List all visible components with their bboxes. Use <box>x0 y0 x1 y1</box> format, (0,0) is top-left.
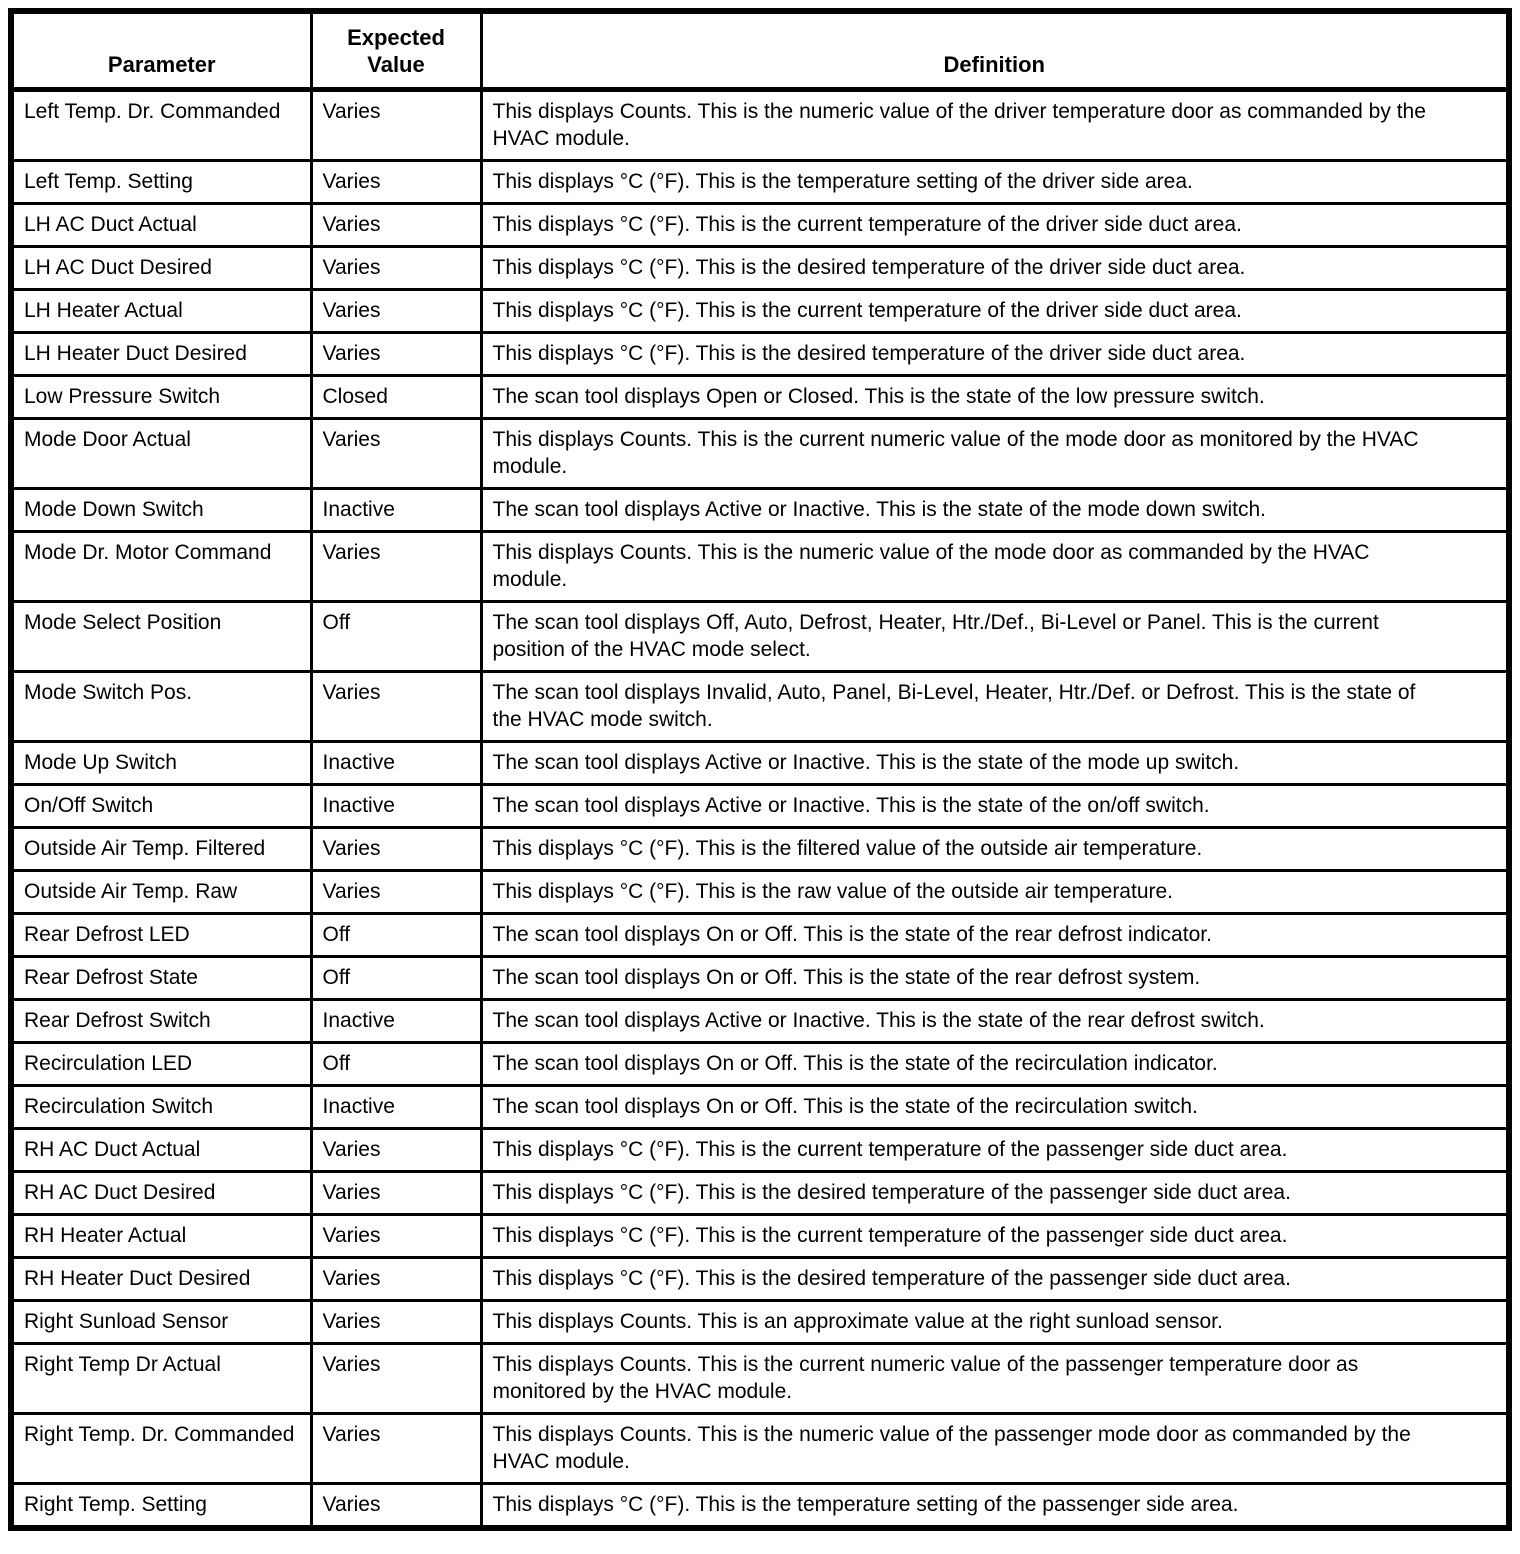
table-row <box>11 914 1509 957</box>
parameter-cell: Rear Defrost Switch <box>11 1000 311 1043</box>
definition-cell: This displays °C (°F). This is the desired temperature of the driver side duct area. <box>481 333 1509 376</box>
table-row <box>11 742 1509 785</box>
parameter-cell: Mode Down Switch <box>11 489 311 532</box>
table-body <box>11 90 1509 1529</box>
definition-cell: This displays °C (°F). This is the current temperature of the driver side duct area. <box>481 290 1509 333</box>
parameter-cell: Outside Air Temp. Raw <box>11 871 311 914</box>
parameter-cell: RH Heater Duct Desired <box>11 1258 311 1301</box>
parameter-cell: LH Heater Duct Desired <box>11 333 311 376</box>
expected-value-cell: Off <box>311 914 481 957</box>
definition-cell: This displays Counts. This is the current numeric value of the mode door as monitored by the HVAC module. <box>481 419 1509 489</box>
expected-value-cell: Varies <box>311 1215 481 1258</box>
expected-value-cell: Varies <box>311 828 481 871</box>
table-row <box>11 1172 1509 1215</box>
expected-value-cell: Inactive <box>311 1086 481 1129</box>
expected-value-cell: Inactive <box>311 785 481 828</box>
expected-value-cell: Inactive <box>311 1000 481 1043</box>
definition-cell: This displays Counts. This is the numeric value of the driver temperature door as commanded by the HVAC module. <box>481 90 1509 161</box>
parameter-cell: Left Temp. Setting <box>11 161 311 204</box>
expected-value-cell: Varies <box>311 290 481 333</box>
table-row <box>11 1414 1509 1484</box>
parameter-cell: Right Temp. Setting <box>11 1484 311 1529</box>
parameter-cell: Outside Air Temp. Filtered <box>11 828 311 871</box>
definition-cell: The scan tool displays On or Off. This is the state of the rear defrost system. <box>481 957 1509 1000</box>
definition-cell: This displays °C (°F). This is the raw value of the outside air temperature. <box>481 871 1509 914</box>
table-row <box>11 828 1509 871</box>
table-row <box>11 1000 1509 1043</box>
definition-cell: The scan tool displays On or Off. This is the state of the recirculation switch. <box>481 1086 1509 1129</box>
expected-value-cell: Varies <box>311 532 481 602</box>
definition-cell: This displays Counts. This is an approximate value at the right sunload sensor. <box>481 1301 1509 1344</box>
expected-value-cell: Off <box>311 957 481 1000</box>
definition-cell: This displays °C (°F). This is the temperature setting of the driver side area. <box>481 161 1509 204</box>
table-row <box>11 602 1509 672</box>
table-row <box>11 957 1509 1000</box>
scan-data-sheet <box>8 8 1512 1531</box>
table-row <box>11 785 1509 828</box>
parameter-cell: Mode Up Switch <box>11 742 311 785</box>
definition-cell: The scan tool displays Active or Inactive. This is the state of the rear defrost switch. <box>481 1000 1509 1043</box>
definition-cell: The scan tool displays On or Off. This is the state of the rear defrost indicator. <box>481 914 1509 957</box>
definition-cell: This displays °C (°F). This is the temperature setting of the passenger side area. <box>481 1484 1509 1529</box>
parameter-cell: Right Temp. Dr. Commanded <box>11 1414 311 1484</box>
table-row <box>11 672 1509 742</box>
expected-value-cell: Varies <box>311 1129 481 1172</box>
expected-value-cell: Varies <box>311 1301 481 1344</box>
expected-value-cell: Closed <box>311 376 481 419</box>
expected-value-cell: Varies <box>311 1414 481 1484</box>
parameter-cell: Rear Defrost LED <box>11 914 311 957</box>
definition-cell: This displays Counts. This is the numeric value of the mode door as commanded by the HVAC module. <box>481 532 1509 602</box>
expected-value-cell: Varies <box>311 247 481 290</box>
table-row <box>11 1344 1509 1414</box>
expected-value-cell: Off <box>311 1043 481 1086</box>
parameter-cell: RH AC Duct Desired <box>11 1172 311 1215</box>
parameter-cell: Mode Switch Pos. <box>11 672 311 742</box>
parameter-cell: Recirculation Switch <box>11 1086 311 1129</box>
expected-value-cell: Varies <box>311 161 481 204</box>
definition-cell: The scan tool displays Invalid, Auto, Panel, Bi-Level, Heater, Htr./Def. or Defrost. This is the state of the HVAC mode switch. <box>481 672 1509 742</box>
column-header-definition: Definition <box>481 11 1509 90</box>
column-header-parameter: Parameter <box>11 11 311 90</box>
table-row <box>11 204 1509 247</box>
expected-value-cell: Varies <box>311 672 481 742</box>
table-row <box>11 1301 1509 1344</box>
definition-cell: The scan tool displays Active or Inactive. This is the state of the mode down switch. <box>481 489 1509 532</box>
parameter-cell: Right Sunload Sensor <box>11 1301 311 1344</box>
expected-value-cell: Inactive <box>311 742 481 785</box>
expected-value-cell: Varies <box>311 204 481 247</box>
expected-value-cell: Varies <box>311 333 481 376</box>
definition-cell: This displays °C (°F). This is the desired temperature of the passenger side duct area. <box>481 1172 1509 1215</box>
definition-cell: This displays Counts. This is the numeric value of the passenger mode door as commanded by the HVAC module. <box>481 1414 1509 1484</box>
column-header-expected-value: Expected Value <box>311 11 481 90</box>
expected-value-cell: Varies <box>311 90 481 161</box>
table-row <box>11 247 1509 290</box>
parameter-cell: LH AC Duct Actual <box>11 204 311 247</box>
definition-cell: This displays °C (°F). This is the current temperature of the driver side duct area. <box>481 204 1509 247</box>
definition-cell: The scan tool displays On or Off. This is the state of the recirculation indicator. <box>481 1043 1509 1086</box>
definition-cell: This displays °C (°F). This is the current temperature of the passenger side duct area. <box>481 1129 1509 1172</box>
parameter-cell: RH AC Duct Actual <box>11 1129 311 1172</box>
definition-cell: This displays °C (°F). This is the current temperature of the passenger side duct area. <box>481 1215 1509 1258</box>
expected-value-cell: Off <box>311 602 481 672</box>
expected-value-cell: Varies <box>311 419 481 489</box>
table-row <box>11 532 1509 602</box>
definition-cell: This displays °C (°F). This is the filtered value of the outside air temperature. <box>481 828 1509 871</box>
parameter-cell: Mode Door Actual <box>11 419 311 489</box>
expected-value-cell: Varies <box>311 1172 481 1215</box>
parameter-cell: On/Off Switch <box>11 785 311 828</box>
definition-cell: This displays °C (°F). This is the desired temperature of the passenger side duct area. <box>481 1258 1509 1301</box>
table-row <box>11 333 1509 376</box>
table-row <box>11 1129 1509 1172</box>
table-row <box>11 161 1509 204</box>
table-row <box>11 1484 1509 1529</box>
table-row <box>11 871 1509 914</box>
header-row <box>11 11 1509 90</box>
parameter-cell: Recirculation LED <box>11 1043 311 1086</box>
definition-cell: The scan tool displays Active or Inactive. This is the state of the mode up switch. <box>481 742 1509 785</box>
expected-value-cell: Inactive <box>311 489 481 532</box>
parameter-cell: LH AC Duct Desired <box>11 247 311 290</box>
table-row <box>11 1043 1509 1086</box>
parameter-cell: Rear Defrost State <box>11 957 311 1000</box>
parameter-cell: Left Temp. Dr. Commanded <box>11 90 311 161</box>
table-row <box>11 489 1509 532</box>
definition-cell: The scan tool displays Off, Auto, Defrost, Heater, Htr./Def., Bi-Level or Panel. This is the current position of the HVAC mode select. <box>481 602 1509 672</box>
table-row <box>11 290 1509 333</box>
table-row <box>11 1215 1509 1258</box>
parameter-cell: Right Temp Dr Actual <box>11 1344 311 1414</box>
parameter-cell: Mode Select Position <box>11 602 311 672</box>
table-row <box>11 90 1509 161</box>
expected-value-cell: Varies <box>311 1258 481 1301</box>
parameter-cell: RH Heater Actual <box>11 1215 311 1258</box>
table-header <box>11 11 1509 90</box>
definition-cell: This displays °C (°F). This is the desired temperature of the driver side duct area. <box>481 247 1509 290</box>
definition-cell: The scan tool displays Active or Inactive. This is the state of the on/off switch. <box>481 785 1509 828</box>
hvac-scan-data-table <box>8 8 1512 1531</box>
table-row <box>11 419 1509 489</box>
definition-cell: This displays Counts. This is the current numeric value of the passenger temperature door as monitored by the HVAC module. <box>481 1344 1509 1414</box>
parameter-cell: Low Pressure Switch <box>11 376 311 419</box>
parameter-cell: LH Heater Actual <box>11 290 311 333</box>
table-row <box>11 1086 1509 1129</box>
expected-value-cell: Varies <box>311 1344 481 1414</box>
parameter-cell: Mode Dr. Motor Command <box>11 532 311 602</box>
definition-cell: The scan tool displays Open or Closed. This is the state of the low pressure switch. <box>481 376 1509 419</box>
expected-value-cell: Varies <box>311 1484 481 1529</box>
table-row <box>11 1258 1509 1301</box>
expected-value-cell: Varies <box>311 871 481 914</box>
table-row <box>11 376 1509 419</box>
